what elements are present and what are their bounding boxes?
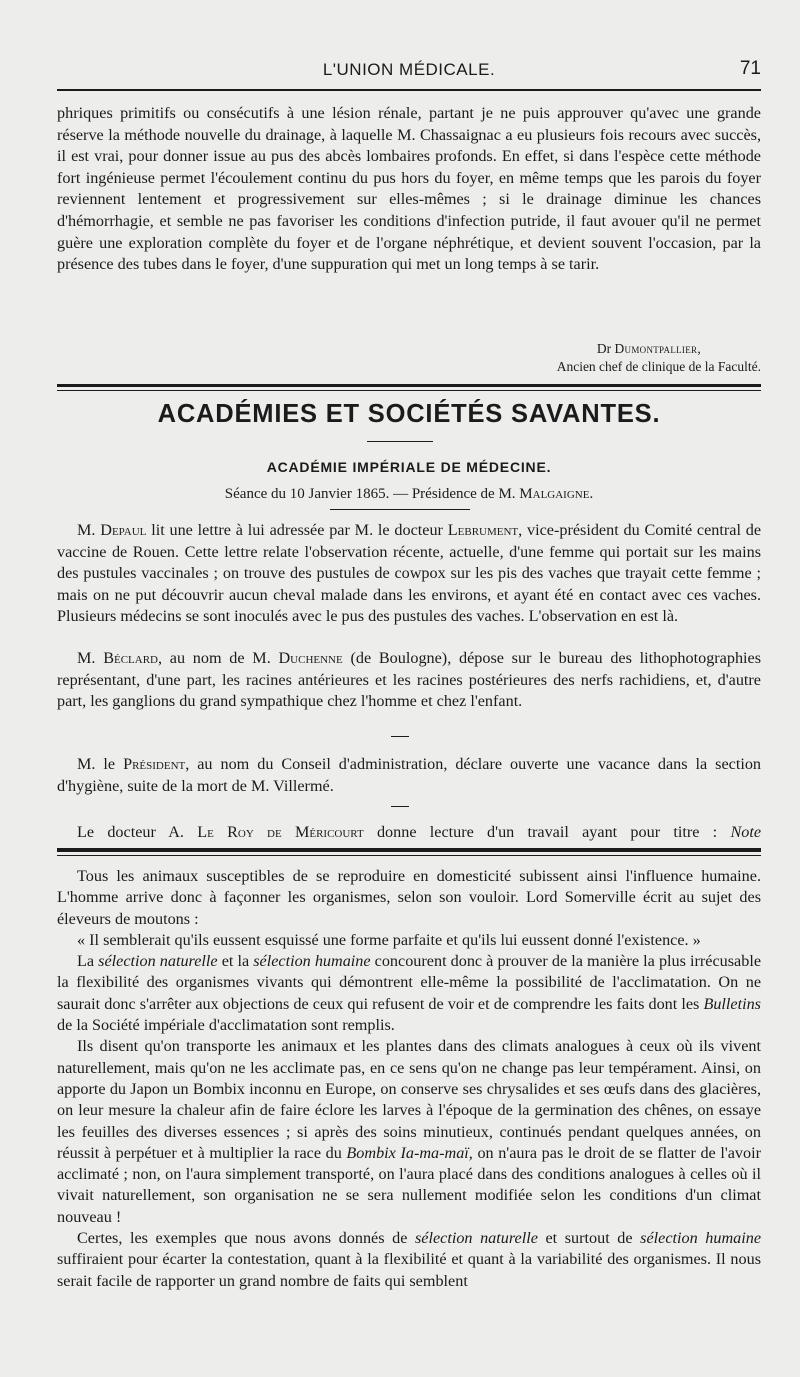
academy-paragraph-4 (57, 822, 761, 844)
article-paragraph-3 (57, 951, 761, 1036)
a3-selection-humaine: sélection humaine (253, 952, 371, 971)
article-rule-bottom (57, 855, 761, 856)
p1-name-depaul: Depaul (100, 521, 147, 539)
a4-bombix: Bombix Ia-ma-maï, (346, 1143, 473, 1162)
title-underline (367, 441, 433, 442)
p3-c: au nom du Conseil d'administration, déclare ouverte une vacance dans la section d'hygiène, suite de la mort de M. Villermé. (57, 755, 762, 795)
p4-c: donne lecture d'un travail ayant pour titre : (376, 823, 718, 841)
signature-line (57, 340, 701, 358)
page-number: 71 (739, 58, 761, 79)
a3-e: concourent donc à prouver de la manière la plus irrécusable la flexibilité des organismes vivants qui démontrent elle-même la possibilité de l'acclimatation. On ne saurait donc s'arrêter aux objections de ceux qui refusent de voir et de comprendre les faits dont les (57, 952, 762, 1013)
session-line (57, 486, 761, 503)
running-title: L'UNION MÉDICALE. (322, 60, 496, 79)
signature-title: Ancien chef de clinique de la Faculté. (556, 359, 761, 374)
academy-p2-block (57, 648, 761, 713)
a3-g: de la Société impériale d'acclimatation sont remplis. (57, 1016, 395, 1035)
a4-c: on n'aura pas le droit de se flatter de l'avoir acclimaté ; non, on l'aura simplement transporté, on l'aura placé dans des conditions analogues à celles où il vivait naturellement, son organisation ne se sera nullement modifiée selon les conditions d'un climat nouveau ! (57, 1143, 762, 1226)
p2-a: M. (77, 649, 96, 667)
article-quote: « Il semblerait qu'ils eussent esquissé une forme parfaite et qu'ils lui eussent donné l'existence. » (77, 930, 701, 949)
p1-a: M. (77, 521, 96, 539)
separator-dash-2 (391, 806, 409, 807)
intro-block (57, 103, 761, 276)
session-president: Malgaigne. (519, 486, 594, 502)
article-paragraph-1: Tous les animaux susceptibles de se reproduire en domesticité subissent ainsi l'influence humaine. L'homme arrive donc à façonner les organismes, selon son vouloir. Lord Somerville écrit au sujet des éleveurs de moutons : (57, 867, 761, 928)
signature-block (57, 340, 761, 376)
a5-c: et surtout de (545, 1229, 633, 1248)
a3-a: La (77, 952, 95, 971)
academy-paragraph-1 (57, 520, 761, 628)
a5-e: suffiraient pour écarter la contestation, quant à la flexibilité et quant à la variabilité des organismes. Il nous serait facile de rapporter un grand nombre de faits qui semblent (57, 1250, 761, 1290)
a3-bulletins: Bulletins (703, 994, 761, 1013)
running-head (57, 54, 761, 82)
a5-a: Certes, les exemples que nous avons donnés de (77, 1229, 408, 1248)
p2-name-duchenne: Duchenne (278, 649, 343, 667)
p3-a: M. le (77, 755, 116, 773)
section-rule-bottom (57, 390, 761, 391)
p2-c: au nom de M. (169, 649, 271, 667)
a4-a: Ils disent qu'on transporte les animaux et les plantes dans des climats analogues à ceux où ils vivent naturellement, mais qu'on ne les acclimate pas, en ce sens qu'on ne change pas leur tempérament. Ainsi, on apporte du Japon un Bombix inconnu en Europe, on conserve ses chrysalides et ses œufs dans des glacières, on leur mesure la chaleur afin de faire éclore les larves à l'époque de la germination des chênes, on essaye les feuilles des diverses essences ; si après des soins minutieux, continués pendant quelques années, on réussit à perpétuer et à multiplier la race du (57, 1037, 761, 1162)
article-rule-top (57, 848, 761, 852)
academy-p4-block (57, 822, 761, 844)
article-paragraph-4 (57, 1036, 761, 1228)
p4-name-leroy: Le Roy de Méricourt (197, 823, 364, 841)
p4-a: Le docteur A. (77, 823, 184, 841)
section-rule-top (57, 384, 761, 387)
article-block (57, 866, 761, 1292)
signature-name: Dumontpallier, (614, 341, 701, 356)
session-underline (330, 509, 470, 510)
academy-paragraph-3 (57, 754, 761, 797)
separator-dash-1 (391, 736, 409, 737)
p1-name-lebrument: Lebrument, (447, 521, 523, 539)
a3-c: et la (221, 952, 250, 971)
a5-selection-naturelle: sélection naturelle (414, 1229, 538, 1248)
academy-p3-block (57, 754, 761, 797)
section-title: ACADÉMIES ET SOCIÉTÉS SAVANTES. (157, 400, 661, 428)
header-rule (57, 89, 761, 91)
academy-p1-block (57, 520, 761, 628)
subsection-title: ACADÉMIE IMPÉRIALE DE MÉDECINE. (266, 459, 552, 475)
a5-selection-humaine: sélection humaine (640, 1229, 762, 1248)
academy-paragraph-2 (57, 648, 761, 713)
a3-selection-naturelle: sélection naturelle (98, 952, 218, 971)
signature-prefix: Dr (596, 341, 612, 356)
p4-note: Note (730, 823, 762, 841)
session-text: Séance du 10 Janvier 1865. — Présidence de M. (224, 486, 516, 502)
p1-e: vice-président du Comité central de vaccine de Rouen. Cette lettre relate l'observation récente, actuelle, d'une femme qui portait sur les mains des pustules vaccinales ; on trouve des pustules de cowpox sur les pis des vaches que trayait cette femme ; mais on ne put découvrir aucun cheval malade dans les environs, et ayant été en contact avec ces vaches. Plusieurs médecins se sont inoculés avec le pus des pustules des vaches. L'observation en est là. (57, 521, 762, 626)
article-paragraph-5 (57, 1228, 761, 1292)
intro-paragraph: phriques primitifs ou consécutifs à une lésion rénale, partant je ne puis approuver qu'avec une grande réserve la méthode nouvelle du drainage, à laquelle M. Chassaignac a eu plusieurs fois recours avec succès, il est vrai, pour donner issue au pus des abcès lombaires profonds. En effet, si dans l'espèce cette méthode fort ingénieuse permet l'écoulement continu du pus hors du foyer, en même temps que les parois du foyer reviennent lentement et progressivement sur elles-mêmes ; si le drainage diminue les chances d'hémorrhagie, et semble ne pas favoriser les conditions d'infection putride, il faut avouer qu'il ne permet guère une exploration complète du foyer et de l'organe néphrétique, et devient souvent l'occasion, par la présence des tubes dans le foyer, d'une suppuration qui met un long temps à se tarir. (57, 104, 761, 274)
p2-e: (de Boulogne), dépose sur le bureau des lithophotographies représentant, d'une part, les racines antérieures et les racines postérieures des nerfs rachidiens, et, d'autre part, les ganglions du grand sympathique chez l'homme et chez l'enfant. (57, 649, 762, 711)
p2-name-beclard: Béclard, (103, 649, 163, 667)
p3-name-president: Président, (123, 755, 190, 773)
p1-c: lit une lettre à lui adressée par M. le docteur (151, 521, 443, 539)
